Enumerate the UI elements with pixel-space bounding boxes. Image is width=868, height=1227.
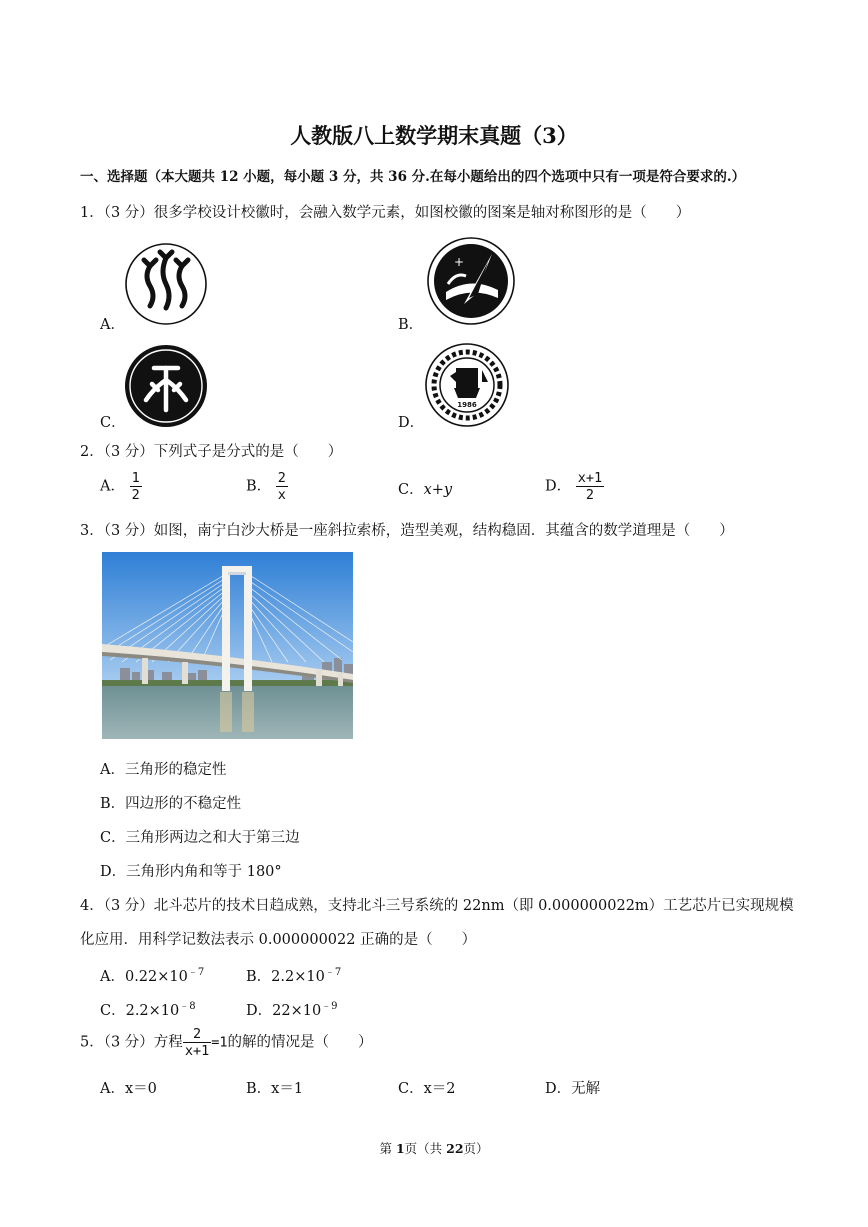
page-title: 人教版八上数学期末真题（3） bbox=[290, 123, 578, 148]
q4-option-d-text: D．22×10 bbox=[246, 1002, 322, 1019]
q4-option-c-text: C．2.2×10 bbox=[100, 1002, 180, 1019]
exponent: ﹣8 bbox=[179, 1001, 196, 1012]
q1-option-d-label: D． bbox=[398, 415, 425, 431]
q3-option-b: B．四边形的不稳定性 bbox=[100, 796, 242, 812]
emblem-c-image bbox=[124, 344, 208, 428]
q2-option-b-label: B． bbox=[246, 478, 272, 495]
section-heading: 一、选择题（本大题共 12 小题，每小题 3 分，共 36 分.在每小题给出的四个选项中只有一项是符合要求的.） bbox=[80, 169, 746, 185]
q5-equation-rhs: =1 bbox=[211, 1034, 228, 1051]
q3-option-c: C．三角形两边之和大于第三边 bbox=[100, 830, 300, 846]
q4-option-b bbox=[246, 963, 341, 986]
q2-option-b bbox=[246, 470, 288, 503]
q2-option-a-label: A． bbox=[100, 478, 125, 495]
q5-option-d: D．无解 bbox=[545, 1081, 601, 1097]
q2-option-c-label: C． bbox=[398, 482, 424, 498]
q5-stem-suffix: 的解的情况是（ ） bbox=[227, 1034, 373, 1051]
q4-stem-line2: 化应用．用科学记数法表示 0.000000022 正确的是（ ） bbox=[80, 932, 477, 948]
footer-total-pages: 22 bbox=[446, 1141, 464, 1156]
bridge-photo bbox=[102, 552, 353, 739]
emblem-a-image bbox=[124, 242, 208, 326]
exponent: ﹣7 bbox=[187, 967, 205, 978]
fraction-denominator: 2 bbox=[131, 487, 140, 503]
q2-option-a-fraction bbox=[130, 470, 142, 503]
q2-option-d-fraction bbox=[576, 470, 604, 503]
fraction-denominator: x+1 bbox=[184, 1043, 210, 1059]
q2-option-c-expression: x+y bbox=[423, 482, 453, 498]
q2-stem: 2．（3 分）下列式子是分式的是（ ） bbox=[80, 444, 343, 460]
emblem-d-image bbox=[424, 342, 510, 428]
q5-option-c: C．x＝2 bbox=[398, 1081, 456, 1097]
q3-stem: 3．（3 分）如图，南宁白沙大桥是一座斜拉索桥，造型美观，结构稳固．其蕴含的数学道理是（ ） bbox=[80, 523, 734, 539]
q4-stem-line1: 4．（3 分）北斗芯片的技术日趋成熟，支持北斗三号系统的 22nm（即 0.000000022m）工艺芯片已实现规模 bbox=[80, 898, 794, 914]
fraction-denominator: 2 bbox=[585, 487, 595, 503]
q1-option-b-label: B． bbox=[398, 317, 424, 333]
q3-option-a: A．三角形的稳定性 bbox=[100, 762, 227, 778]
q4-option-a bbox=[100, 963, 204, 986]
fraction-numerator: 1 bbox=[131, 470, 140, 486]
q5-stem bbox=[80, 1026, 372, 1059]
fraction-numerator: x+1 bbox=[577, 470, 603, 486]
q2-option-d bbox=[545, 470, 604, 503]
emblem-b-image bbox=[426, 236, 516, 326]
q5-option-a: A．x＝0 bbox=[100, 1081, 157, 1097]
svg-text:+: + bbox=[454, 255, 465, 269]
q2-option-b-fraction bbox=[276, 470, 288, 503]
q5-option-b: B．x＝1 bbox=[246, 1081, 304, 1097]
q1-stem: 1．（3 分）很多学校设计校徽时，会融入数学元素，如图校徽的图案是轴对称图形的是（ ） bbox=[80, 205, 691, 221]
exponent: ﹣7 bbox=[324, 967, 342, 978]
q1-option-a-label: A． bbox=[100, 317, 125, 333]
emblem-d-year-text: 1986 bbox=[457, 401, 477, 409]
q2-option-a bbox=[100, 470, 142, 503]
footer-prefix: 第 bbox=[379, 1141, 396, 1156]
q5-equation-fraction bbox=[183, 1026, 211, 1059]
q1-option-c-label: C． bbox=[100, 415, 126, 431]
page-footer bbox=[0, 1139, 868, 1157]
q2-option-c bbox=[398, 478, 452, 499]
q5-stem-prefix: 5．（3 分）方程 bbox=[80, 1034, 183, 1051]
footer-page-number: 1 bbox=[395, 1141, 405, 1156]
fraction-numerator: 2 bbox=[183, 1026, 211, 1043]
footer-suffix: 页） bbox=[463, 1141, 489, 1156]
exponent: ﹣9 bbox=[321, 1001, 338, 1012]
q4-option-a-text: A．0.22×10 bbox=[100, 968, 188, 985]
q2-option-d-label: D． bbox=[545, 478, 572, 495]
q3-option-d: D．三角形内角和等于 180° bbox=[100, 864, 282, 880]
q4-option-c bbox=[100, 997, 196, 1020]
footer-middle: 页（共 bbox=[404, 1141, 447, 1156]
q4-option-b-text: B．2.2×10 bbox=[246, 968, 325, 985]
q4-option-d bbox=[246, 997, 338, 1020]
fraction-numerator: 2 bbox=[277, 470, 286, 486]
fraction-denominator: x bbox=[277, 487, 286, 503]
